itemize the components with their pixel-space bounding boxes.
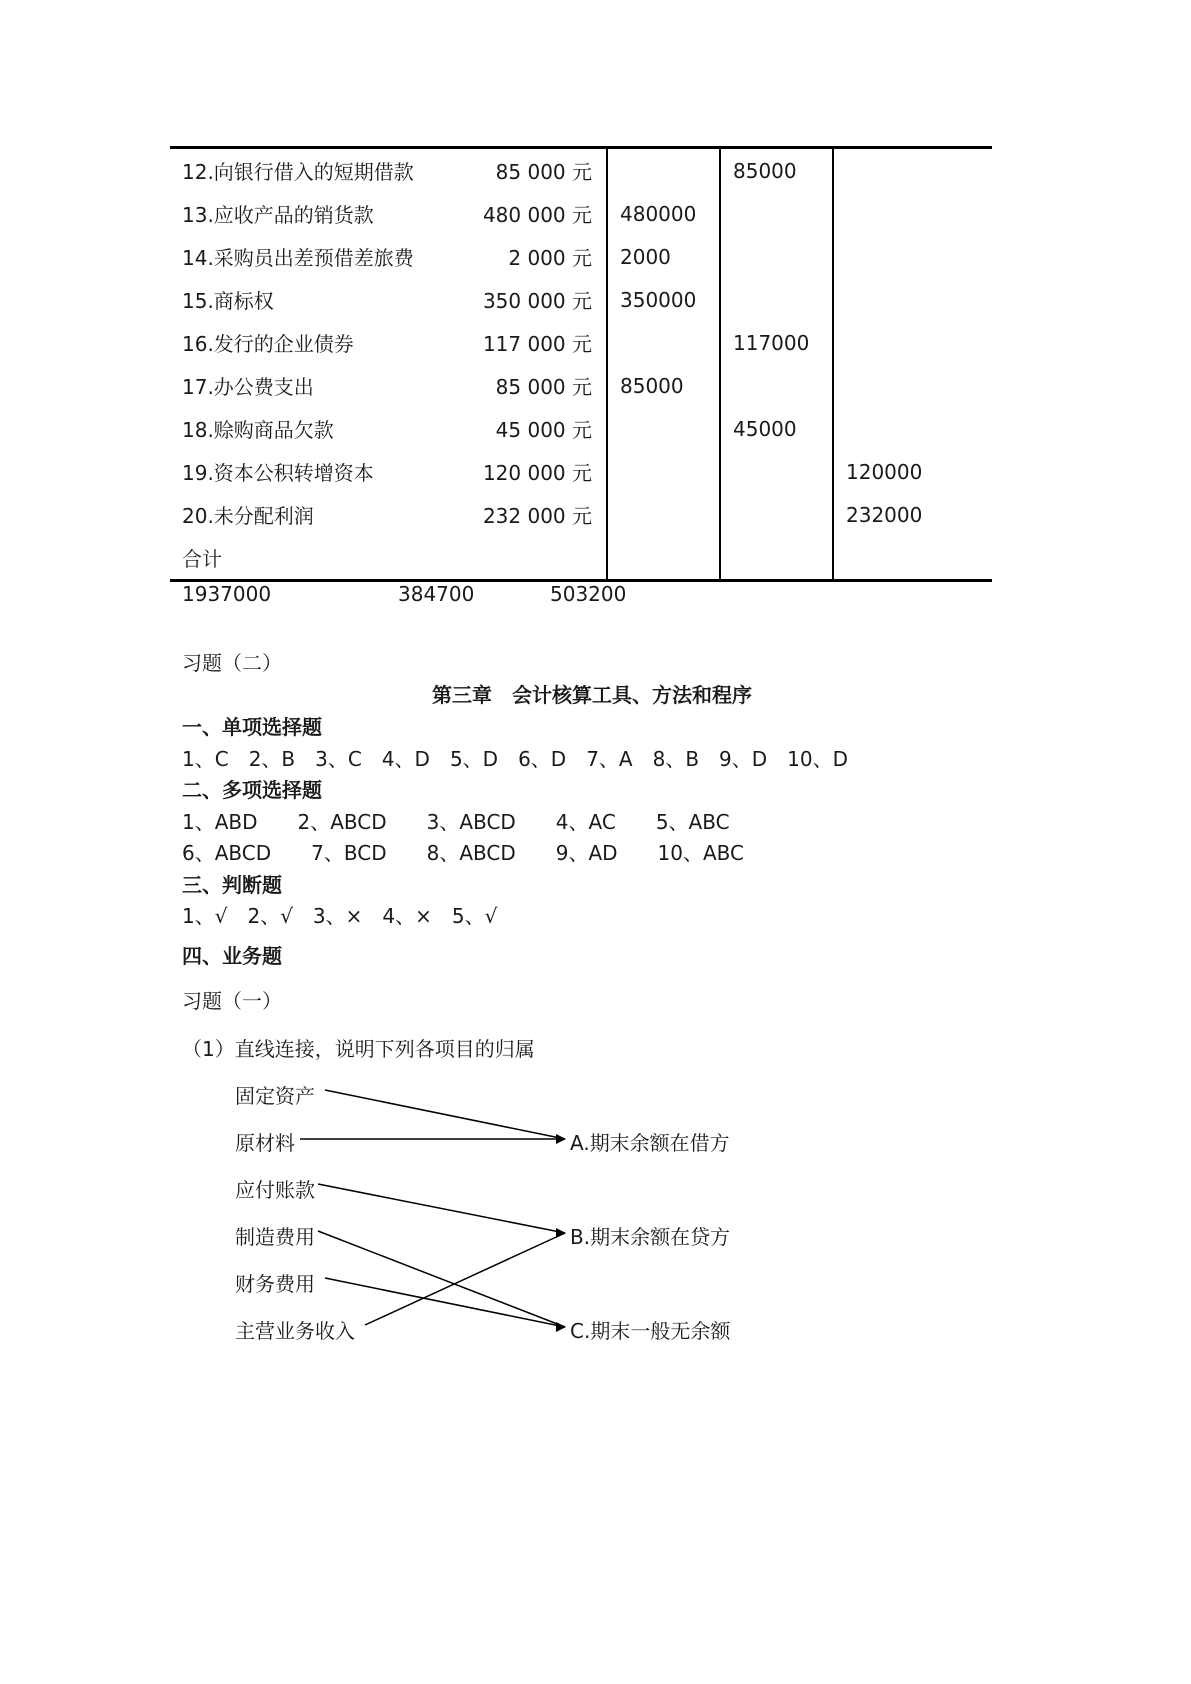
row-col-2: 45000 bbox=[720, 407, 833, 450]
row-col-3: 120000 bbox=[833, 450, 992, 493]
row-item: 14.采购员出差预借差旅费 bbox=[182, 246, 414, 270]
row-col-3: 232000 bbox=[833, 493, 992, 536]
section-3-heading: 三、判断题 bbox=[182, 873, 282, 897]
arrow-c bbox=[556, 1322, 566, 1332]
left-item-raw-materials: 原材料 bbox=[235, 1131, 295, 1155]
row-item: 合计 bbox=[182, 547, 222, 571]
exercise-1-label: 习题（一） bbox=[182, 989, 282, 1013]
right-option-b: B.期末余额在贷方 bbox=[570, 1225, 731, 1249]
row-item: 20.未分配利润 bbox=[182, 504, 314, 528]
row-item: 16.发行的企业债券 bbox=[182, 332, 354, 356]
total-credit: 503200 bbox=[550, 582, 627, 606]
section-2-heading: 二、多项选择题 bbox=[182, 778, 322, 802]
section-4-heading: 四、业务题 bbox=[182, 944, 282, 968]
left-item-accounts-payable: 应付账款 bbox=[235, 1178, 315, 1202]
exercise-2-label: 习题（二） bbox=[182, 651, 282, 675]
right-option-a: A.期末余额在借方 bbox=[570, 1131, 730, 1155]
row-amount: 480 000 元 bbox=[482, 203, 592, 227]
row-item: 17.办公费支出 bbox=[182, 375, 314, 399]
section-1-answers: 1、C 2、B 3、C 4、D 5、D 6、D 7、A 8、B 9、D 10、D bbox=[182, 747, 849, 771]
row-amount: 45 000 元 bbox=[495, 418, 592, 442]
row-col-1: 480000 bbox=[607, 192, 720, 235]
row-item: 15.商标权 bbox=[182, 289, 274, 313]
row-col-1: 85000 bbox=[607, 364, 720, 407]
row-item: 19.资本公积转增资本 bbox=[182, 461, 374, 485]
row-col-1: 350000 bbox=[607, 278, 720, 321]
row-col-2: 117000 bbox=[720, 321, 833, 364]
section-3-answers: 1、√ 2、√ 3、× 4、× 5、√ bbox=[182, 904, 498, 928]
row-item: 13.应收产品的销货款 bbox=[182, 203, 374, 227]
left-item-fixed-assets: 固定资产 bbox=[235, 1084, 315, 1108]
row-amount: 85 000 元 bbox=[495, 375, 592, 399]
section-1-heading: 一、单项选择题 bbox=[182, 715, 322, 739]
row-col-2: 85000 bbox=[720, 148, 833, 193]
row-col-1: 2000 bbox=[607, 235, 720, 278]
row-amount: 350 000 元 bbox=[482, 289, 592, 313]
row-amount: 2 000 元 bbox=[508, 246, 592, 270]
line-fixed-assets-to-a bbox=[325, 1090, 565, 1139]
row-item: 12.向银行借入的短期借款 bbox=[182, 160, 414, 184]
arrow-b bbox=[556, 1228, 566, 1238]
line-accounts-payable-to-b bbox=[318, 1184, 565, 1233]
total-amount: 1937000 bbox=[182, 582, 272, 606]
left-item-main-revenue: 主营业务收入 bbox=[235, 1319, 355, 1343]
line-financial-expenses-to-c bbox=[325, 1278, 565, 1327]
row-amount: 120 000 元 bbox=[482, 461, 592, 485]
right-option-c: C.期末一般无余额 bbox=[570, 1319, 731, 1343]
left-item-financial-expenses: 财务费用 bbox=[235, 1272, 315, 1296]
line-manufacturing-overhead-to-c bbox=[318, 1231, 565, 1327]
row-amount: 85 000 元 bbox=[495, 160, 592, 184]
row-amount: 117 000 元 bbox=[482, 332, 592, 356]
section-2-answers-line-1: 1、ABD 2、ABCD 3、ABCD 4、AC 5、ABC bbox=[182, 810, 730, 834]
line-main-revenue-to-b bbox=[365, 1233, 565, 1325]
section-2-answers-line-2: 6、ABCD 7、BCD 8、ABCD 9、AD 10、ABC bbox=[182, 841, 745, 865]
row-item: 18.赊购商品欠款 bbox=[182, 418, 334, 442]
left-item-manufacturing-overhead: 制造费用 bbox=[235, 1225, 315, 1249]
arrow-a bbox=[556, 1134, 566, 1144]
total-debit: 384700 bbox=[398, 582, 475, 606]
matching-instruction: （1）直线连接，说明下列各项目的归属 bbox=[182, 1037, 535, 1061]
row-amount: 232 000 元 bbox=[482, 504, 592, 528]
chapter-title: 第三章 会计核算工具、方法和程序 bbox=[432, 683, 752, 707]
